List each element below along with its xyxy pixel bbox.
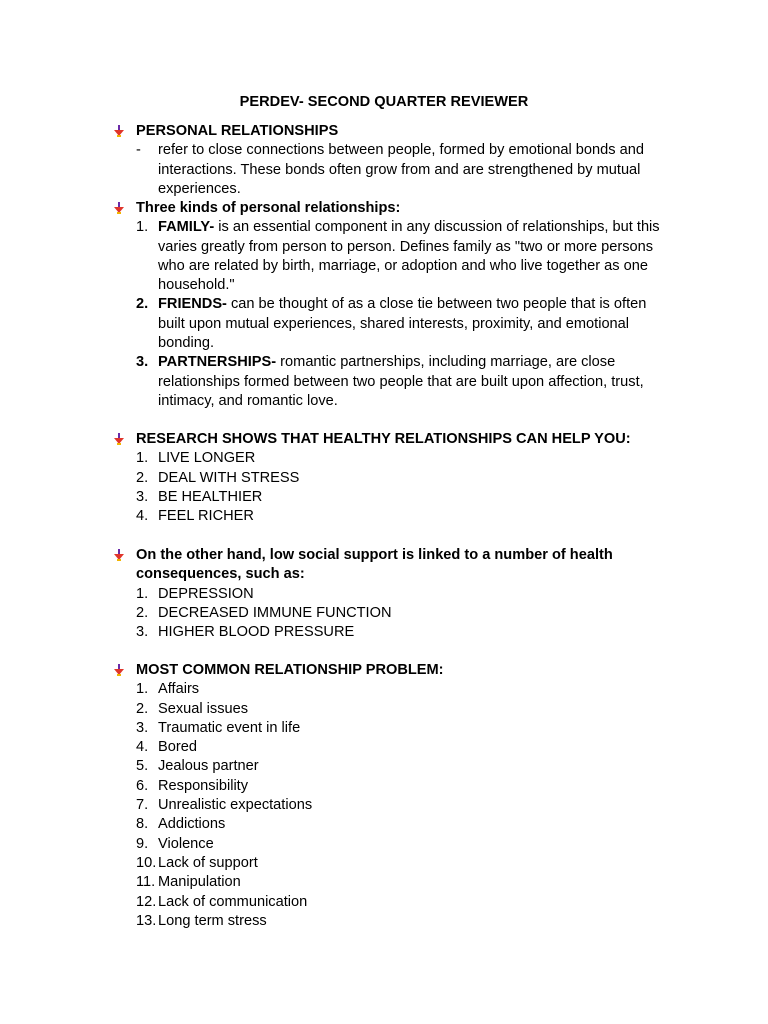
term: FRIENDS- [158, 296, 227, 313]
list-number: 6. [136, 777, 149, 794]
list-text: Sexual issues [158, 700, 249, 717]
list-number: 4. [136, 739, 149, 756]
bullet-heading [112, 661, 692, 680]
list-item [112, 777, 692, 796]
list-item [112, 719, 692, 738]
list-item [112, 469, 692, 488]
list-number: 1. [136, 585, 149, 602]
heading-line: On the other hand, low social support is linked to a number of health [136, 547, 613, 563]
list-item-friends [112, 295, 692, 353]
list-item [112, 700, 692, 719]
description-line: varies greatly from person to person. Defines family as "two or more persons [158, 238, 654, 255]
bullet-heading [112, 122, 692, 141]
definition-line: interactions. These bonds often grow from and are strengthened by mutual [158, 161, 641, 178]
list-text: DECREASED IMMUNE FUNCTION [158, 604, 392, 621]
list-number: 3. [136, 354, 149, 371]
term-description: can be thought of as a close tie between two people that is often [226, 296, 647, 313]
list-number: 11. [136, 874, 156, 891]
heading-text: RESEARCH SHOWS THAT HEALTHY RELATIONSHIPS CAN HELP YOU: [136, 431, 631, 447]
list-item [112, 835, 692, 854]
list-number: 3. [136, 624, 149, 641]
list-text: BE HEALTHIER [158, 488, 263, 505]
description-line: bonding. [158, 335, 214, 352]
bullet-heading [112, 430, 692, 449]
list-text: DEPRESSION [158, 585, 254, 602]
list-item-family [112, 218, 692, 295]
section-personal-relationships [112, 122, 692, 199]
description-line: who are related by birth, marriage, or adoption and who live together as one [158, 257, 648, 274]
list-number: 13. [136, 912, 157, 929]
definition-line: experiences. [158, 180, 241, 197]
list-number: 1. [136, 450, 149, 467]
list-item [112, 854, 692, 873]
list-text: Violence [158, 835, 214, 852]
description-line: relationships formed between two people that are built upon affection, trust, [158, 373, 644, 390]
list-item [112, 912, 692, 931]
list-item [112, 585, 692, 604]
list-text: Lack of support [158, 854, 258, 871]
list-number: 9. [136, 835, 149, 852]
bullet-heading [112, 546, 692, 585]
description-line: household." [158, 277, 235, 294]
page-title: PERDEV- SECOND QUARTER REVIEWER [239, 94, 529, 110]
list-item [112, 757, 692, 776]
list-number: 1. [136, 681, 149, 698]
arrow-down-bullet-icon [112, 124, 126, 138]
definition [112, 141, 692, 199]
bullet-heading [112, 199, 692, 218]
list-text: HIGHER BLOOD PRESSURE [158, 624, 355, 641]
heading-text: Three kinds of personal relationships: [136, 200, 401, 216]
list-text: DEAL WITH STRESS [158, 469, 300, 486]
description-line: built upon mutual experiences, shared interests, proximity, and emotional [158, 315, 630, 332]
term-description: romantic partnerships, including marriage, are close [276, 354, 616, 371]
list-number: 4. [136, 508, 149, 525]
list-text: Unrealistic expectations [158, 797, 313, 814]
list-text: Traumatic event in life [158, 719, 301, 736]
heading-line: consequences, such as: [136, 566, 305, 583]
list-number: 2. [136, 469, 149, 486]
list-text: FEEL RICHER [158, 508, 254, 525]
definition-line: refer to close connections between people, formed by emotional bonds and [158, 142, 644, 159]
list-number: 1. [136, 219, 149, 236]
list-number: 12. [136, 893, 157, 910]
section-relationship-problems [112, 661, 692, 931]
term: PARTNERSHIPS- [158, 354, 277, 371]
list-text: Affairs [158, 681, 200, 698]
list-number: 5. [136, 758, 149, 775]
term-description: is an essential component in any discussion of relationships, but this [214, 219, 660, 236]
section-low-support [112, 546, 692, 642]
list-item [112, 815, 692, 834]
list-item [112, 623, 692, 642]
heading-text: PERSONAL RELATIONSHIPS [136, 123, 339, 139]
list-number: 10. [136, 854, 157, 871]
list-item [112, 680, 692, 699]
section-three-kinds [112, 199, 692, 411]
list-item [112, 604, 692, 623]
description-line: intimacy, and romantic love. [158, 392, 338, 409]
arrow-down-bullet-icon [112, 663, 126, 677]
list-text: Addictions [158, 816, 226, 833]
list-item [112, 796, 692, 815]
section-research [112, 430, 692, 526]
arrow-down-bullet-icon [112, 432, 126, 446]
list-text: LIVE LONGER [158, 450, 256, 467]
list-text: Bored [158, 739, 197, 756]
list-number: 3. [136, 488, 149, 505]
list-number: 7. [136, 797, 149, 814]
list-number: 2. [136, 700, 149, 717]
heading-text: MOST COMMON RELATIONSHIP PROBLEM: [136, 662, 444, 678]
list-item [112, 738, 692, 757]
list-number: 3. [136, 719, 149, 736]
term: FAMILY- [158, 219, 215, 236]
list-item-partnerships [112, 353, 692, 411]
list-number: 8. [136, 816, 149, 833]
list-text: Lack of communication [158, 893, 308, 910]
arrow-down-bullet-icon [112, 201, 126, 215]
list-item [112, 488, 692, 507]
dash-marker: - [136, 142, 141, 159]
list-item [112, 507, 692, 526]
list-text: Jealous partner [158, 758, 259, 775]
list-item [112, 873, 692, 892]
list-text: Long term stress [158, 912, 267, 929]
list-text: Manipulation [158, 874, 241, 891]
list-item [112, 893, 692, 912]
list-item [112, 449, 692, 468]
arrow-down-bullet-icon [112, 548, 126, 562]
list-number: 2. [136, 296, 149, 313]
list-number: 2. [136, 604, 149, 621]
list-text: Responsibility [158, 777, 249, 794]
